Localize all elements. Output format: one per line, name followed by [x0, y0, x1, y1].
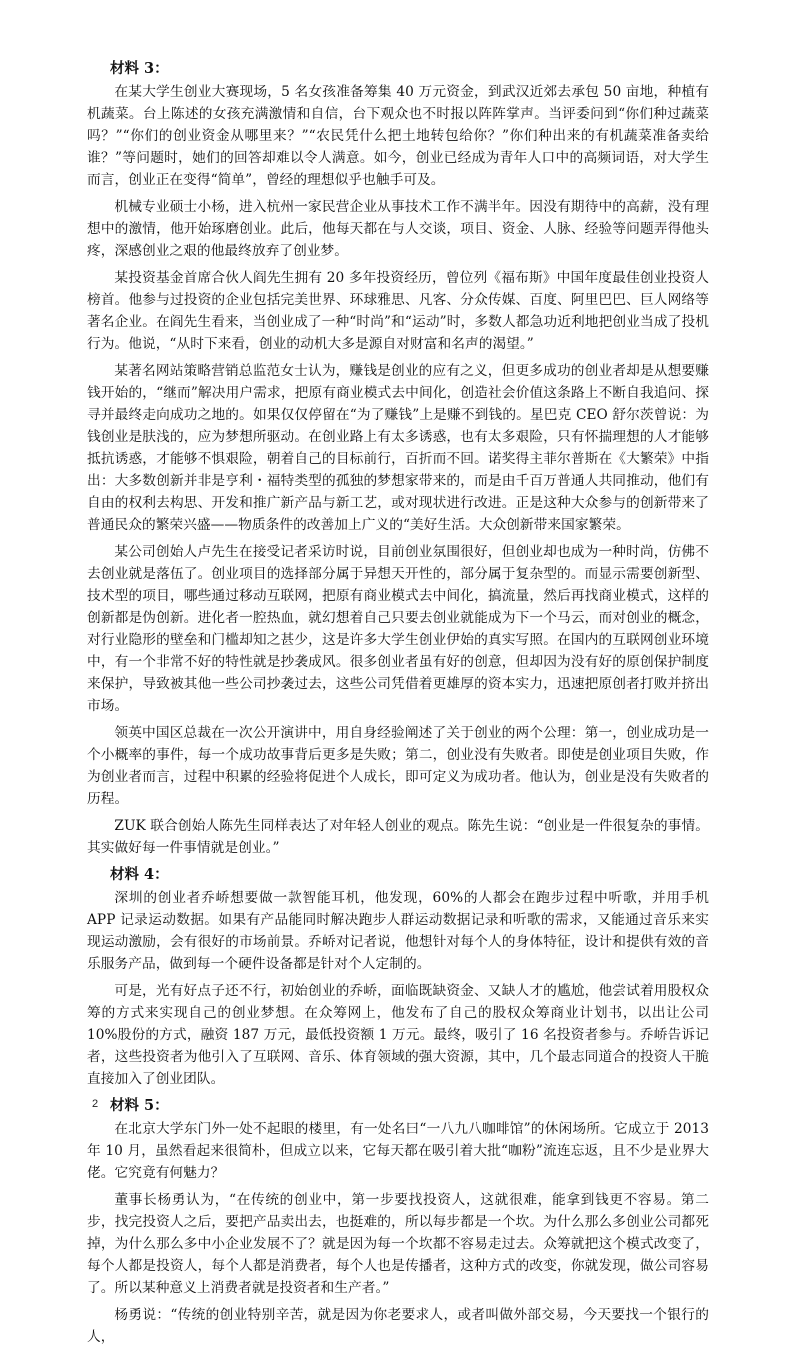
paragraph: 在北京大学东门外一处不起眼的楼里，有一处名曰“一八九八咖啡馆”的休闲场所。它成立于 2013 年 10 月，虽然看起来很简朴，但成立以来，它每天都在吸引着大批“咖粉”流连忘返，且不少是业界大佬。它究竟有何魅力？ [87, 1121, 709, 1181]
paragraph: 某著名网站策略营销总监范女士认为，赚钱是创业的应有之义，但更多成功的创业者却是从想要赚钱开始的，“继而”解决用户需求，把原有商业模式去中间化，创造社会价值这条路上不断自我追问、探寻并最终走向成功之地的。如果仅仅停留在“为了赚钱”上是赚不到钱的。星巴克 CEO 舒尔茨曾说：为钱创业是肤浅的，应为梦想所驱动。在创业路上有太多诱惑，也有太多艰险，只有怀揣理想的人才能够抵抗诱惑，才能够不惧艰险，朝着自己的目标前行，百折而不回。诺奖得主菲尔普斯在《大繁荣》中指出：大多数创新并非是亨利・福特类型的孤独的梦想家带来的，而是由千百万普通人共同推动，他们有自由的权利去构思、开发和推广新产品与新工艺，或对现状进行改进。正是这种大众参与的创新带来了普通民众的繁荣兴盛——物质条件的改善加上广义的“美好生活。大众创新带来国家繁荣。 [87, 363, 709, 533]
paragraph: 深圳的创业者乔峤想要做一款智能耳机，他发现，60%的人都会在跑步过程中听歌，并用手机 APP 记录运动数据。如果有产品能同时解决跑步人群运动数据记录和听歌的需求，又能通过音乐来实现运动激励，会有很好的市场前景。乔峤对记者说，他想针对每个人的身体特征，设计和提供有效的音乐服务产品，做到每一个硬件设备都是针对个人定制的。 [87, 890, 709, 972]
document-body [87, 58, 709, 1352]
paragraph: 可是，光有好点子还不行，初始创业的乔峤，面临既缺资金、又缺人才的尴尬，他尝试着用股权众筹的方式来实现自己的创业梦想。在众筹网上，他发布了自己的股权众筹商业计划书，以出让公司 10%股份的方式，融资 187 万元，最低投资额 1 万元。最终，吸引了 16 名投资者参与。乔峤告诉记者，这些投资者为他引入了互联网、音乐、体育领域的强大资源，其中，几个最志同道合的投资人干脆直接加入了创业团队。 [87, 983, 709, 1087]
section-material-4 [87, 864, 709, 1090]
section-heading: 材料 3： [110, 60, 169, 77]
paragraph: 杨勇说：“传统的创业特别辛苦，就是因为你老要求人，或者叫做外部交易，今天要找一个银行的人， [87, 1307, 709, 1345]
section-material-5 [87, 1095, 709, 1348]
paragraph: 某公司创始人卢先生在接受记者采访时说，目前创业氛围很好，但创业却也成为一种时尚，仿佛不去创业就是落伍了。创业项目的选择部分属于异想天开性的，部分属于复杂型的。而显示需要创新型、技术型的项目，哪些通过移动互联网，把原有商业模式去中间化，搞流量，然后再找商业模式，这样的创新都是伪创新。进化者一腔热血，就幻想着自己只要去创业就能成为下一个马云，而对创业的概念，对行业隐形的壁垒和门槛却知之甚少，这是许多大学生创业伊始的真实写照。在国内的互联网创业环境中，有一个非常不好的特性就是抄袭成风。很多创业者虽有好的创意，但却因为没有好的原创保护制度来保护，导致被其他一些公司抄袭过去，这些公司凭借着更雄厚的资本实力，迅速把原创者打败并挤出市场。 [87, 544, 709, 714]
section-heading: 材料 4： [110, 866, 169, 883]
paragraph: 某投资基金首席合伙人阎先生拥有 20 多年投资经历，曾位列《福布斯》中国年度最佳创业投资人榜首。他参与过投资的企业包括完美世界、环球雅思、凡客、分众传媒、百度、阿里巴巴、巨人网络等著名企业。在阎先生看来，当创业成了一种“时尚”和“运动”时，多数人都急功近利地把创业当成了投机行为。他说，“从时下来看，创业的动机大多是源自对财富和名声的渴望。” [87, 270, 709, 352]
paragraph: ZUK 联合创始人陈先生同样表达了对年轻人创业的观点。陈先生说：“创业是一件很复杂的事情。其实做好每一件事情就是创业。” [87, 818, 709, 856]
section-heading: 材料 5： [110, 1097, 169, 1114]
section-material-3 [87, 58, 709, 859]
paragraph: 领英中国区总裁在一次公开演讲中，用自身经验阐述了关于创业的两个公理：第一，创业成功是一个小概率的事件，每一个成功故事背后更多是失败；第二，创业没有失败者。即使是创业项目失败，作为创业者而言，过程中积累的经验将促进个人成长，即可定义为成功者。他认为，创业是没有失败者的历程。 [87, 725, 709, 807]
paragraph: 在某大学生创业大赛现场，5 名女孩准备筹集 40 万元资金，到武汉近郊去承包 50 亩地，种植有机蔬菜。台上陈述的女孩充满激情和自信，台下观众也不时报以阵阵掌声。当评委问到“你们种过蔬菜吗？”“你们的创业资金从哪里来？”“农民凭什么把土地转包给你？”你们种出来的有机蔬菜准备卖给谁？”等问题时，她们的回答却难以令人满意。如今，创业已经成为青年人口中的高频词语，对大学生而言，创业正在变得“简单”，曾经的理想似乎也触手可及。 [87, 84, 709, 188]
page-number: 2 [92, 1098, 99, 1110]
paragraph: 机械专业硕士小杨，进入杭州一家民营企业从事技术工作不满半年。因没有期待中的高薪，没有理想中的激情，他开始琢磨创业。此后，他每天都在与人交谈，项目、资金、人脉、经验等问题弄得他头疼，深感创业之艰的他最终放弃了创业梦。 [87, 199, 709, 259]
paragraph: 董事长杨勇认为，“在传统的创业中，第一步要找投资人，这就很难，能拿到钱更不容易。第二步，找完投资人之后，要把产品卖出去，也挺难的，所以每步都是一个坎。为什么那么多创业公司都死掉，为什么那么多中小企业发展不了？就是因为每一个坎都不容易走过去。众筹就把这个模式改变了，每个人都是投资人，每个人都是消费者，每个人也是传播者，这种方式的改变，你就发现，做公司容易了。所以某种意义上消费者就是投资者和生产者。” [87, 1192, 709, 1296]
